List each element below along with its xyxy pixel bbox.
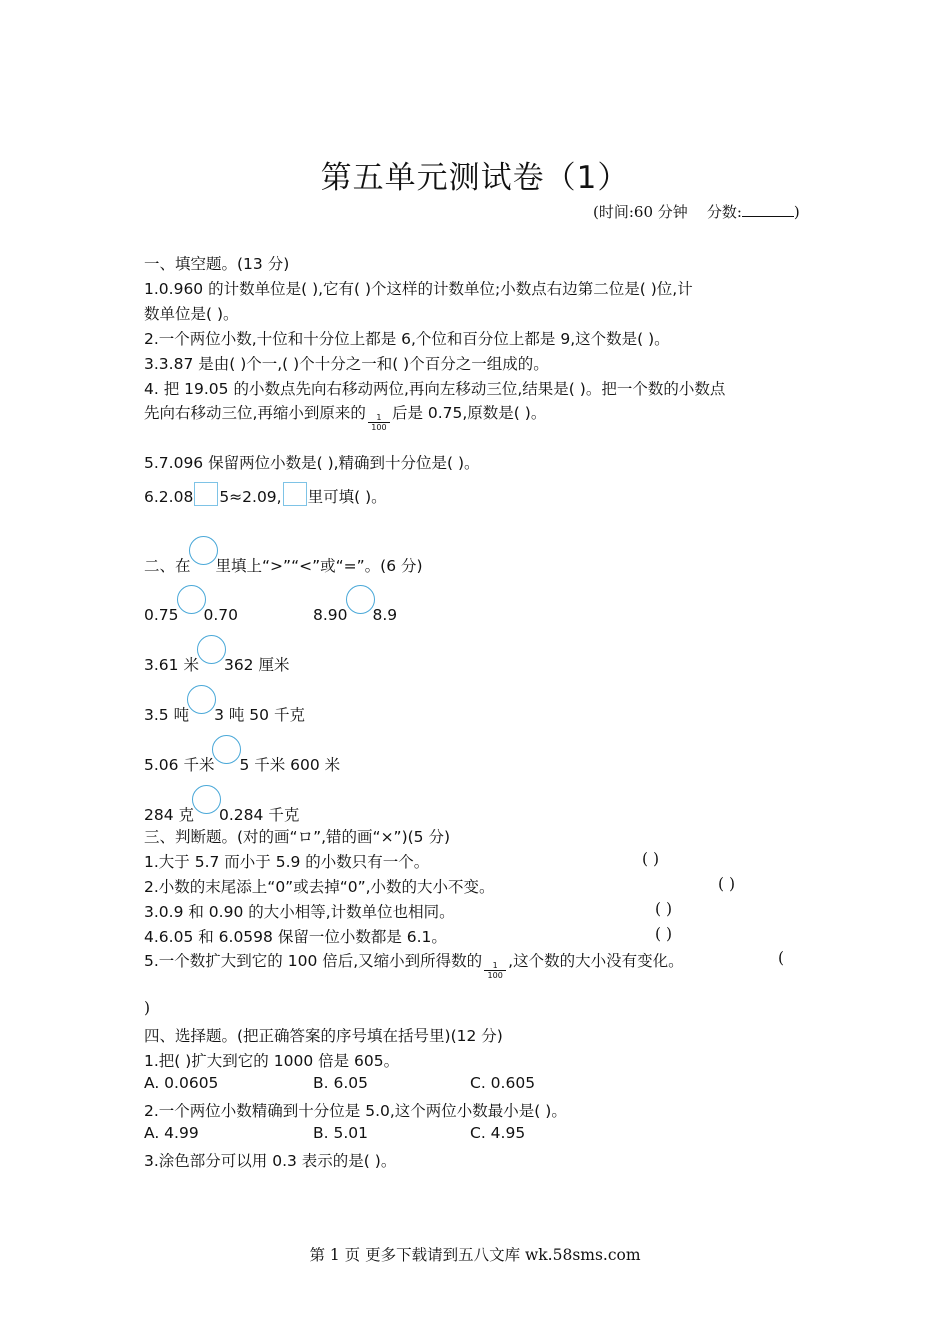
compare-circle	[177, 585, 206, 614]
fraction-one-hundredth	[484, 961, 506, 980]
s3-q5	[144, 949, 684, 980]
s1-q6	[144, 482, 387, 507]
s1-q6-b: 5≈2.09,	[219, 488, 282, 506]
s2-r3-left: 3.5 吨	[144, 706, 190, 724]
compare-circle	[197, 635, 226, 664]
s3-q1: 1.大于 5.7 而小于 5.9 的小数只有一个。	[144, 853, 430, 871]
s3-q2-bracket: ( )	[718, 875, 736, 893]
s4-q2-option-b: B. 5.01	[313, 1124, 368, 1142]
compare-circle	[192, 785, 221, 814]
time-label: (时间:60 分钟	[593, 203, 688, 221]
s3-q4: 4.6.05 和 6.0598 保留一位小数都是 6.1。	[144, 928, 447, 946]
frac-den: 100	[487, 971, 503, 980]
score-label: 分数:	[706, 203, 742, 221]
s1-q6-a: 6.2.08	[144, 488, 194, 506]
page-footer: 第 1 页 更多下载请到五八文库 wk.58sms.com	[309, 1246, 641, 1264]
compare-circle	[189, 536, 218, 565]
frac-num: 1	[376, 413, 382, 422]
s3-q5-close: )	[144, 999, 151, 1017]
s1-q4-line1: 4. 把 19.05 的小数点先向右移动两位,再向左移动三位,结果是( )。把一个数的小数点	[144, 380, 726, 398]
section4-heading: 四、选择题。(把正确答案的序号填在括号里)(12 分)	[144, 1027, 503, 1045]
s1-q1-line2: 数单位是( )。	[144, 305, 239, 323]
s4-q2-option-a: A. 4.99	[144, 1124, 199, 1142]
s2-r1b-right: 8.9	[372, 606, 398, 624]
s3-q3-bracket: ( )	[655, 900, 673, 918]
s2-heading-a: 二、在	[144, 557, 191, 575]
s1-q1-line1: 1.0.960 的计数单位是( ),它有( )个这样的计数单位;小数点右边第二位是( )位,计	[144, 280, 693, 298]
compare-circle	[346, 585, 375, 614]
s3-q1-bracket: ( )	[642, 850, 660, 868]
s2-row1a	[144, 585, 238, 624]
page-title: 第五单元测试卷（1）	[320, 160, 630, 196]
s2-r4-right: 5 千米 600 米	[239, 756, 341, 774]
s2-r2-left: 3.61 米	[144, 656, 199, 674]
s3-q4-bracket: ( )	[655, 925, 673, 943]
s3-q3: 3.0.9 和 0.90 的大小相等,计数单位也相同。	[144, 903, 455, 921]
s4-q1-option-c: C. 0.605	[470, 1074, 536, 1092]
section2-heading	[144, 536, 423, 576]
s1-q4-text-a: 先向右移动三位,再缩小到原来的	[144, 404, 366, 422]
s2-r1a-right: 0.70	[203, 606, 239, 624]
s2-r2-right: 362 厘米	[223, 656, 290, 674]
s3-q5-b: ,这个数的大小没有变化。	[508, 952, 684, 970]
s4-q1-option-a: A. 0.0605	[144, 1074, 219, 1092]
s2-r5-left: 284 克	[144, 806, 195, 824]
s1-q4-line2	[144, 401, 547, 432]
meta-close: )	[793, 203, 800, 221]
s4-q1-option-b: B. 6.05	[313, 1074, 368, 1092]
s4-q2: 2.一个两位小数精确到十分位是 5.0,这个两位小数最小是( )。	[144, 1102, 567, 1120]
compare-circle	[212, 735, 241, 764]
s2-row1b	[313, 585, 397, 624]
s2-heading-b: 里填上“>”“<”或“=”。(6 分)	[215, 557, 423, 575]
section1-heading: 一、填空题。(13 分)	[144, 255, 290, 273]
s3-q5-open: (	[778, 949, 785, 967]
s1-q5: 5.7.096 保留两位小数是( ),精确到十分位是( )。	[144, 454, 480, 472]
s2-r1b-left: 8.90	[313, 606, 348, 624]
s4-q1: 1.把( )扩大到它的 1000 倍是 605。	[144, 1052, 400, 1070]
exam-meta	[593, 201, 800, 222]
compare-circle	[187, 685, 216, 714]
s2-row2	[144, 635, 289, 675]
answer-square-box	[194, 482, 218, 506]
s1-q4-text-b: 后是 0.75,原数是( )。	[391, 404, 547, 422]
s1-q2: 2.一个两位小数,十位和十分位上都是 6,个位和百分位上都是 9,这个数是( )。	[144, 330, 670, 348]
s1-q6-c: 里可填( )。	[307, 488, 387, 506]
s4-q3: 3.涂色部分可以用 0.3 表示的是( )。	[144, 1152, 397, 1170]
s2-row3	[144, 685, 305, 725]
s4-q2-option-c: C. 4.95	[470, 1124, 526, 1142]
answer-square-box	[283, 482, 307, 506]
fraction-one-hundredth	[368, 413, 390, 432]
s2-r3-right: 3 吨 50 千克	[214, 706, 305, 724]
frac-num: 1	[492, 961, 498, 970]
s2-row5	[144, 785, 299, 825]
s2-r1a-left: 0.75	[144, 606, 179, 624]
score-blank	[742, 202, 794, 217]
s2-row4	[144, 735, 340, 775]
s2-r4-left: 5.06 千米	[144, 756, 215, 774]
s1-q3: 3.3.87 是由( )个一,( )个十分之一和( )个百分之一组成的。	[144, 355, 549, 373]
s3-q2: 2.小数的末尾添上“0”或去掉“0”,小数的大小不变。	[144, 878, 495, 896]
s2-r5-right: 0.284 千克	[219, 806, 300, 824]
s3-q5-a: 5.一个数扩大到它的 100 倍后,又缩小到所得数的	[144, 952, 483, 970]
frac-den: 100	[371, 423, 387, 432]
section3-heading: 三、判断题。(对的画“ロ”,错的画“×”)(5 分)	[144, 828, 451, 846]
